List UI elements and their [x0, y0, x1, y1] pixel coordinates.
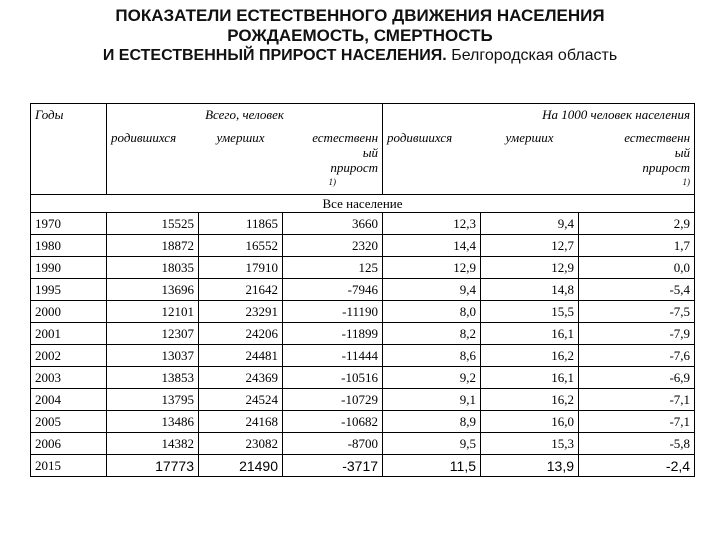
header-died-rate: умерших [481, 126, 579, 195]
demographics-table [30, 103, 695, 477]
cell-year: 1970 [31, 213, 107, 235]
cell-growth-r: -5,4 [579, 279, 695, 301]
title-line-1: ПОКАЗАТЕЛИ ЕСТЕСТВЕННОГО ДВИЖЕНИЯ НАСЕЛЕНИЯ [115, 6, 605, 25]
table-row [31, 301, 695, 323]
cell-died: 23082 [199, 433, 283, 455]
cell-growth-r: -6,9 [579, 367, 695, 389]
section-row [31, 195, 695, 213]
title-line-3 [0, 46, 720, 66]
cell-died: 16552 [199, 235, 283, 257]
cell-year: 2000 [31, 301, 107, 323]
cell-year: 2001 [31, 323, 107, 345]
table-row [31, 323, 695, 345]
cell-born: 13696 [107, 279, 199, 301]
cell-growth: -11190 [283, 301, 383, 323]
cell-died-r: 13,9 [481, 455, 579, 477]
cell-died-r: 16,0 [481, 411, 579, 433]
cell-year: 2015 [31, 455, 107, 477]
cell-born-r: 9,5 [383, 433, 481, 455]
cell-growth-r: -2,4 [579, 455, 695, 477]
table-row [31, 279, 695, 301]
header-born: родившихся [107, 126, 199, 195]
cell-born-r: 8,6 [383, 345, 481, 367]
cell-born-r: 9,1 [383, 389, 481, 411]
header-group-total: Всего, человек [107, 104, 383, 127]
cell-growth: -7946 [283, 279, 383, 301]
footnote-mark-2: 1) [682, 177, 691, 187]
cell-growth: 125 [283, 257, 383, 279]
cell-growth-r: -7,9 [579, 323, 695, 345]
title-line-2: РОЖДАЕМОСТЬ, СМЕРТНОСТЬ [227, 26, 493, 45]
header-years: Годы [31, 104, 107, 127]
table-row [31, 455, 695, 477]
cell-died-r: 9,4 [481, 213, 579, 235]
cell-growth: -10682 [283, 411, 383, 433]
table-row [31, 389, 695, 411]
cell-growth: -10516 [283, 367, 383, 389]
cell-growth-r: -7,1 [579, 389, 695, 411]
cell-growth: -10729 [283, 389, 383, 411]
cell-died-r: 16,1 [481, 367, 579, 389]
header-died: умерших [199, 126, 283, 195]
cell-died: 11865 [199, 213, 283, 235]
title-line-3-main: И ЕСТЕСТВЕННЫЙ ПРИРОСТ НАСЕЛЕНИЯ. [102, 47, 447, 64]
cell-died: 24524 [199, 389, 283, 411]
cell-died: 23291 [199, 301, 283, 323]
cell-born-r: 12,9 [383, 257, 481, 279]
cell-growth: -11899 [283, 323, 383, 345]
cell-born: 18872 [107, 235, 199, 257]
cell-died-r: 14,8 [481, 279, 579, 301]
cell-year: 2006 [31, 433, 107, 455]
cell-died-r: 16,2 [481, 389, 579, 411]
table-row [31, 213, 695, 235]
cell-died: 24481 [199, 345, 283, 367]
cell-born-r: 8,2 [383, 323, 481, 345]
cell-born: 12307 [107, 323, 199, 345]
cell-growth: -11444 [283, 345, 383, 367]
cell-born: 15525 [107, 213, 199, 235]
cell-year: 1995 [31, 279, 107, 301]
cell-growth-r: -5,8 [579, 433, 695, 455]
cell-year: 1990 [31, 257, 107, 279]
footnote-mark: 1) [328, 177, 336, 187]
cell-died-r: 16,2 [481, 345, 579, 367]
cell-born: 13853 [107, 367, 199, 389]
cell-year: 2004 [31, 389, 107, 411]
cell-growth: 2320 [283, 235, 383, 257]
cell-died-r: 15,5 [481, 301, 579, 323]
table-row [31, 257, 695, 279]
header-years-empty [31, 126, 107, 195]
cell-died: 24168 [199, 411, 283, 433]
page-title [0, 6, 720, 66]
cell-died-r: 12,9 [481, 257, 579, 279]
cell-growth: 3660 [283, 213, 383, 235]
cell-born: 13795 [107, 389, 199, 411]
cell-born: 17773 [107, 455, 199, 477]
cell-year: 1980 [31, 235, 107, 257]
cell-died-r: 12,7 [481, 235, 579, 257]
cell-died-r: 16,1 [481, 323, 579, 345]
cell-born-r: 11,5 [383, 455, 481, 477]
header-row-columns [31, 126, 695, 195]
cell-born-r: 9,4 [383, 279, 481, 301]
cell-born-r: 8,9 [383, 411, 481, 433]
cell-died: 21490 [199, 455, 283, 477]
cell-growth-r: -7,1 [579, 411, 695, 433]
cell-growth-r: 2,9 [579, 213, 695, 235]
cell-growth-r: -7,6 [579, 345, 695, 367]
cell-born-r: 14,4 [383, 235, 481, 257]
header-growth-rate: естественн ый прирост $^{1)}$ [579, 126, 695, 195]
table-row [31, 433, 695, 455]
section-label: Все население [31, 195, 695, 213]
table-row [31, 235, 695, 257]
cell-born-r: 8,0 [383, 301, 481, 323]
cell-growth: -3717 [283, 455, 383, 477]
cell-growth-r: 1,7 [579, 235, 695, 257]
header-row-groups [31, 104, 695, 127]
cell-died: 17910 [199, 257, 283, 279]
cell-born-r: 12,3 [383, 213, 481, 235]
cell-born-r: 9,2 [383, 367, 481, 389]
cell-died: 24206 [199, 323, 283, 345]
cell-born: 14382 [107, 433, 199, 455]
header-group-per1000: На 1000 человек населения [383, 104, 695, 127]
cell-born: 18035 [107, 257, 199, 279]
cell-born: 12101 [107, 301, 199, 323]
table-row [31, 367, 695, 389]
header-growth: естественн ый прирост $^{1)}$ [283, 126, 383, 195]
cell-died: 24369 [199, 367, 283, 389]
cell-growth-r: 0,0 [579, 257, 695, 279]
cell-year: 2005 [31, 411, 107, 433]
header-born-rate: родившихся [383, 126, 481, 195]
title-region: Белгородская область [451, 47, 618, 64]
table-row [31, 345, 695, 367]
cell-died-r: 15,3 [481, 433, 579, 455]
cell-born: 13486 [107, 411, 199, 433]
table-body [31, 213, 695, 477]
cell-growth-r: -7,5 [579, 301, 695, 323]
table-row [31, 411, 695, 433]
cell-year: 2003 [31, 367, 107, 389]
cell-year: 2002 [31, 345, 107, 367]
cell-died: 21642 [199, 279, 283, 301]
cell-growth: -8700 [283, 433, 383, 455]
cell-born: 13037 [107, 345, 199, 367]
